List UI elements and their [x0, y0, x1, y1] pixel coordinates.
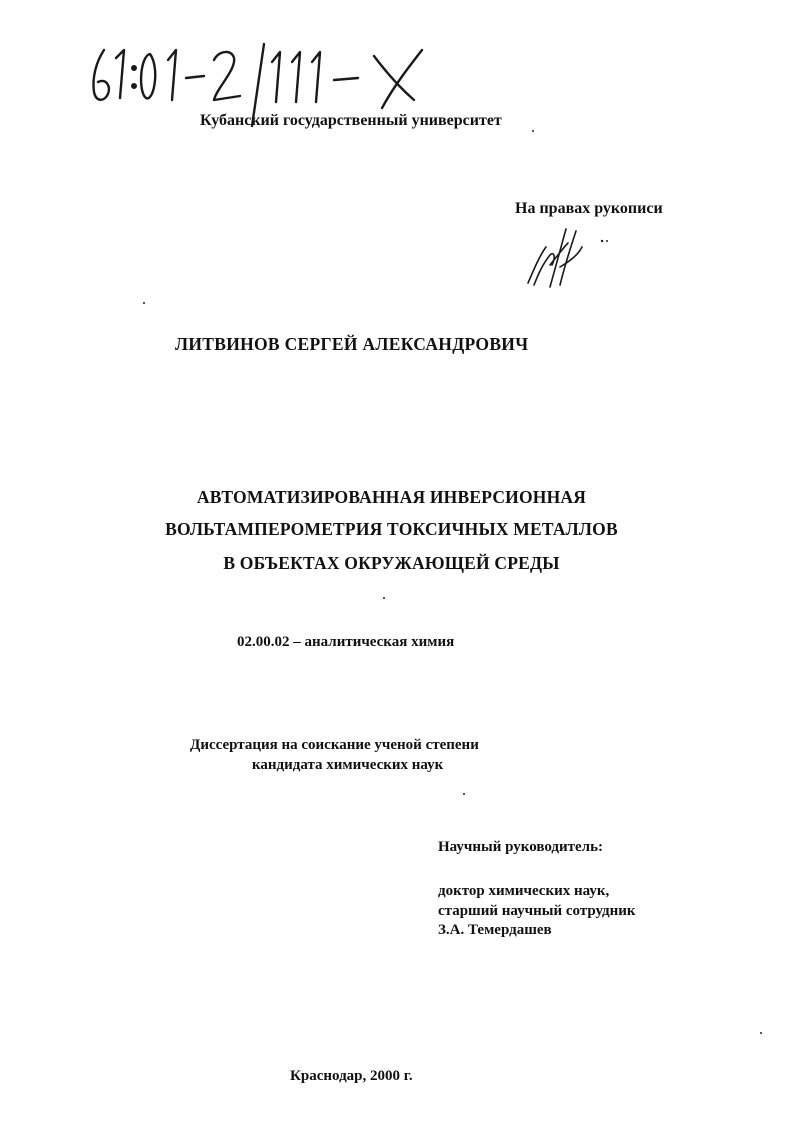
scan-speck [383, 597, 385, 599]
thesis-title-line-1: АВТОМАТИЗИРОВАННАЯ ИНВЕРСИОННАЯ [196, 487, 587, 507]
supervisor-label: Научный руководитель: [438, 839, 603, 855]
scan-speck [606, 240, 608, 242]
scan-speck [760, 1032, 762, 1034]
scan-speck [532, 130, 534, 132]
scan-speck [463, 793, 465, 795]
specialty-code: 02.00.02 – аналитическая химия [237, 634, 455, 650]
city-year: Краснодар, 2000 г. [290, 1068, 413, 1084]
university-name: Кубанский государственный университет [200, 112, 502, 129]
manuscript-rights-note: На правах рукописи [515, 200, 663, 217]
degree-line-2: кандидата химических наук [252, 757, 444, 773]
scan-speck [143, 302, 145, 304]
thesis-title-line-3: В ОБЪЕКТАХ ОКРУЖАЮЩЕЙ СРЕДЫ [223, 553, 560, 573]
signature [520, 225, 610, 290]
author-name: ЛИТВИНОВ СЕРГЕЙ АЛЕКСАНДРОВИЧ [175, 334, 529, 354]
supervisor-degree: доктор химических наук, [438, 883, 610, 899]
supervisor-name: З.А. Темердашев [438, 922, 552, 938]
degree-line-1: Диссертация на соискание ученой степени [190, 737, 479, 753]
thesis-title-line-2: ВОЛЬТАМПЕРОМЕТРИЯ ТОКСИЧНЫХ МЕТАЛЛОВ [165, 519, 618, 539]
supervisor-position: старший научный сотрудник [438, 903, 636, 919]
